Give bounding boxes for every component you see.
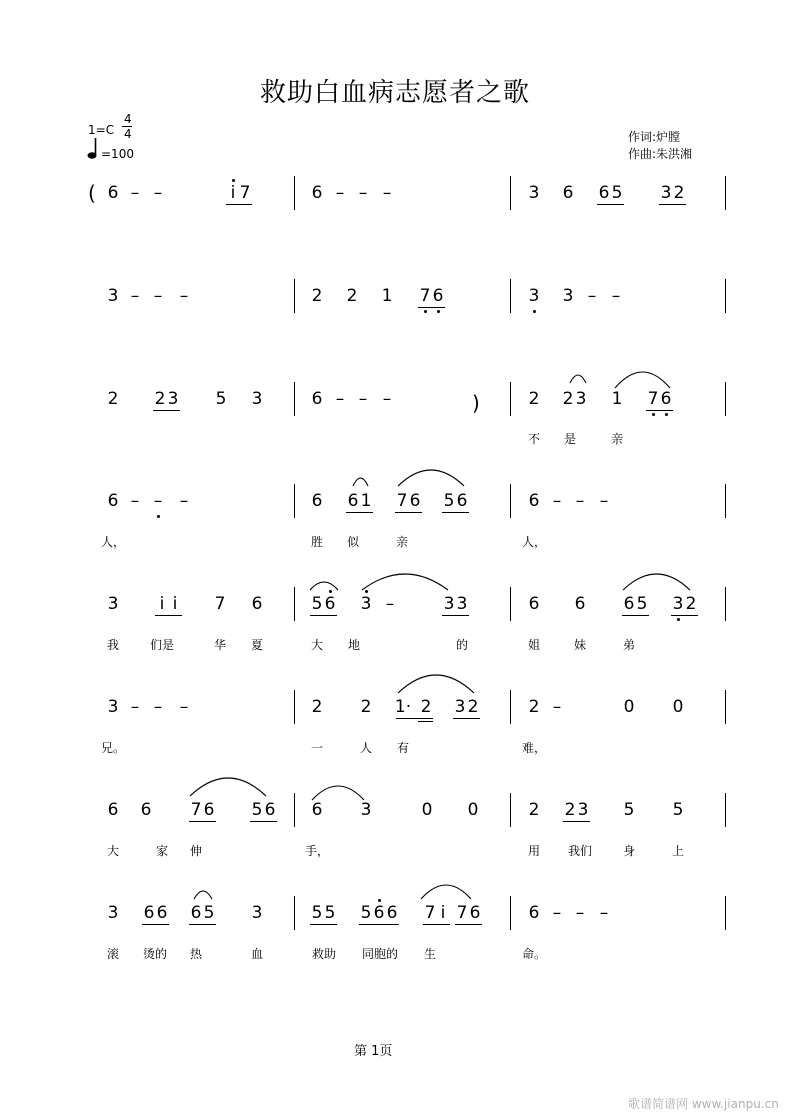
slur [398,675,474,693]
lyric: 人， [100,535,125,549]
lyric: 家 [155,844,168,858]
note: 6 [598,183,610,203]
lyric: 妹 [573,638,586,652]
note: 6 [347,491,359,511]
note: 6 [107,800,119,820]
lyric: 生 [423,947,436,961]
note: 3 [672,594,684,614]
note: 7 [214,594,226,614]
note: 0 [672,697,684,717]
note: 6 [140,800,152,820]
time-signature-bottom: 4 [124,127,132,141]
note: 3 [107,697,119,717]
note: 3 [456,594,468,614]
note: 6 [311,800,323,820]
lyric: 救助 [311,947,336,961]
note: i [159,594,165,614]
note: – [179,491,189,511]
note: – [575,491,585,511]
lyric: 大 [310,638,323,652]
note: 0 [623,697,635,717]
note: – [153,491,163,511]
note: 5 [215,389,227,409]
note: – [130,183,140,203]
note: 1 [611,389,623,409]
note: 6 [251,594,263,614]
lyric: 弟 [622,638,635,652]
lyric: 有 [396,741,409,755]
note: 6 [324,594,336,614]
note: 6 [311,183,323,203]
lyric: 人 [359,741,372,755]
key-signature: 1=C [88,123,115,137]
note: 7 [647,389,659,409]
note: – [358,183,368,203]
note: 6 [107,183,119,203]
lyric: 我们 [567,844,592,858]
note: – [599,491,609,511]
note: 5 [360,903,372,923]
note: – [552,903,562,923]
note: 6 [528,594,540,614]
note: 3 [107,903,119,923]
note: 7 [456,903,468,923]
note: 6 [528,903,540,923]
song-title: 救助白血病志愿者之歌 [259,78,530,108]
slur [570,375,586,383]
tempo-marking: =100 [101,147,134,161]
note: 5 [611,183,623,203]
note: 7 [239,183,251,203]
note: – [382,183,392,203]
lyric: 胜 [310,535,323,549]
note: 6 [373,903,385,923]
lyric: 不 [527,432,540,446]
note: 7 [190,800,202,820]
note: – [335,389,345,409]
note: – [552,697,562,717]
note: – [335,183,345,203]
lyric: 我 [106,638,119,652]
note: 6 [574,594,586,614]
lyricist-credit: 作词:炉膛 [628,130,681,144]
lyric: 华 [213,638,226,652]
note: – [552,491,562,511]
note: – [385,594,395,614]
note: – [599,903,609,923]
note: 6 [203,800,215,820]
note: 5 [636,594,648,614]
time-signature-top: 4 [124,112,132,126]
note: 3 [528,286,540,306]
lyric: 亲 [610,432,623,446]
lyric: 烫的 [142,947,167,961]
note: 2 [673,183,685,203]
note: 3 [575,389,587,409]
note: 5 [672,800,684,820]
note: 5 [251,800,263,820]
slur [194,891,212,899]
note: 6 [264,800,276,820]
note: 3 [454,697,466,717]
note: 7 [424,903,436,923]
note: 2 [528,389,540,409]
note: 6 [409,491,421,511]
note: 3 [360,594,372,614]
lyric: 上 [671,844,684,858]
note: 5 [311,594,323,614]
note: – [153,697,163,717]
note: 6 [311,389,323,409]
note: 2 [154,389,166,409]
note: 2 [562,389,574,409]
note: 3 [251,903,263,923]
note: – [130,491,140,511]
note: 6 [469,903,481,923]
note: – [153,183,163,203]
note: 3 [107,594,119,614]
lyric: 用 [527,844,540,858]
lyric: 滚 [106,947,119,961]
lyric: 一 [310,741,323,755]
lyric: 们是 [149,638,174,652]
slur [398,470,464,486]
lyric: 亲 [395,535,408,549]
note: 2 [528,697,540,717]
note: 2 [564,800,576,820]
slur [190,778,266,796]
note: – [587,286,597,306]
slur [421,885,471,899]
lyric: 身 [622,844,635,858]
note: 5 [324,903,336,923]
note: 3 [528,183,540,203]
note: 2 [346,286,358,306]
note: 1 [381,286,393,306]
page-number: 第 1页 [354,1044,393,1059]
lyric: 似 [346,535,359,549]
note: – [611,286,621,306]
note: – [358,389,368,409]
lyric: 热 [189,947,202,961]
note: 6 [432,286,444,306]
note: 0 [421,800,433,820]
lyric: 手， [304,844,329,858]
note: 6 [528,491,540,511]
lyric: 血 [250,947,263,961]
note: 5 [311,903,323,923]
note: 2 [360,697,372,717]
note: 5 [203,903,215,923]
note: – [130,697,140,717]
note: 2 [467,697,479,717]
note: i [230,183,236,203]
lyric: 的 [455,638,468,652]
note: 2 [528,800,540,820]
lyric: 是 [563,432,576,446]
note: 3 [360,800,372,820]
note: 3 [107,286,119,306]
note: 3 [443,594,455,614]
note: 6 [660,389,672,409]
slur [615,372,670,388]
note: 2 [685,594,697,614]
lyric: 夏 [250,638,263,652]
note: – [153,286,163,306]
slur [362,574,448,590]
close-parenthesis: ) [472,391,480,415]
note: 6 [107,491,119,511]
note: i [440,903,446,923]
note: 3 [562,286,574,306]
lyric: 姐 [527,638,540,652]
note: 6 [156,903,168,923]
note: 6 [456,491,468,511]
note: – [179,697,189,717]
lyric: 兄。 [100,741,125,755]
note: 3 [577,800,589,820]
note: 6 [143,903,155,923]
note: 2 [420,697,432,717]
note: 2 [311,286,323,306]
note: 3 [167,389,179,409]
note: 6 [190,903,202,923]
note: i [172,594,178,614]
lyric: 命。 [521,947,546,961]
note: 7 [396,491,408,511]
note: 7 [419,286,431,306]
note: 2 [311,697,323,717]
slur [312,786,364,800]
note: 3 [660,183,672,203]
note: 6 [562,183,574,203]
note: 2 [107,389,119,409]
lyric: 难， [521,741,546,755]
lyric: 地 [347,638,360,652]
note: 6 [386,903,398,923]
note: 5 [443,491,455,511]
note: 0 [467,800,479,820]
note: 3 [251,389,263,409]
note: – [179,286,189,306]
slur [623,574,690,590]
watermark: 歌谱简谱网 www.jianpu.cn [628,1097,779,1111]
slur [353,478,368,486]
note: – [382,389,392,409]
lyric: 大 [106,844,119,858]
composer-credit: 作曲:朱洪湘 [628,147,693,161]
lyric: 同胞的 [361,947,398,961]
note: 5 [623,800,635,820]
note: 1 [360,491,372,511]
lyric: 人， [521,535,546,549]
open-parenthesis: ( [88,181,96,205]
slur [310,582,338,590]
note: – [130,286,140,306]
note: – [575,903,585,923]
lyric: 伸 [189,844,202,858]
note: 1· [394,697,412,717]
note: 6 [623,594,635,614]
note: 6 [311,491,323,511]
